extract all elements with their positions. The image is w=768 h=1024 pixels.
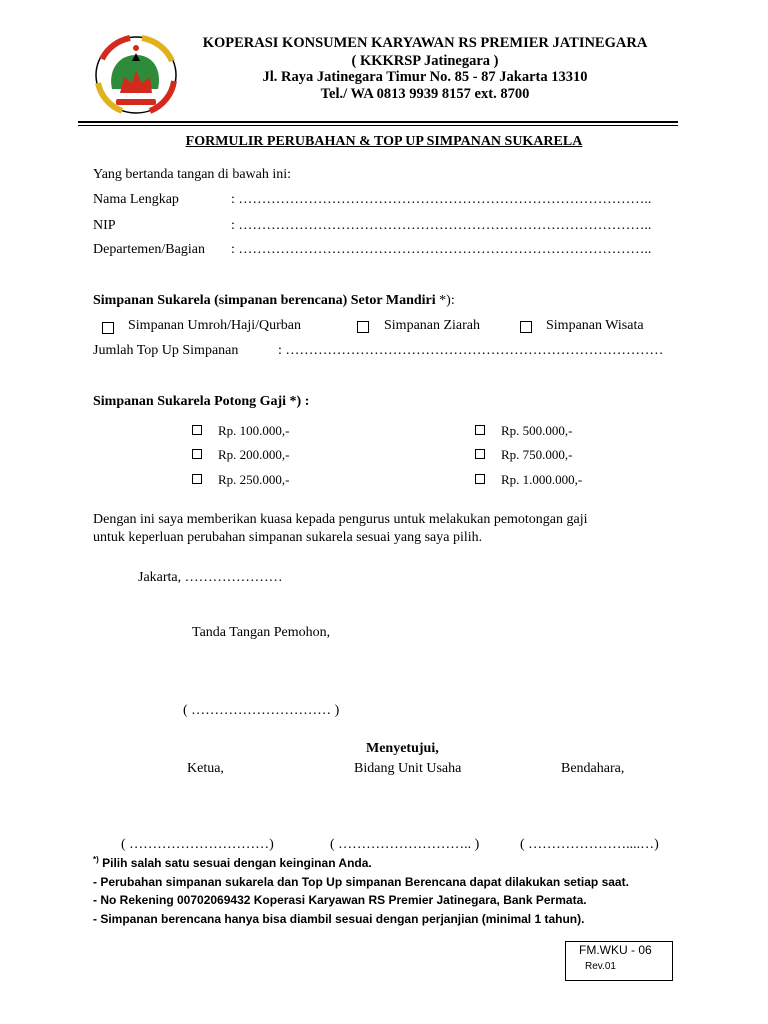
role-bendahara: Bendahara, bbox=[561, 761, 625, 776]
topup-label: Jumlah Top Up Simpanan bbox=[93, 343, 239, 358]
intro-text: Yang bertanda tangan di bawah ini: bbox=[93, 167, 292, 182]
checkbox-umroh[interactable] bbox=[102, 322, 114, 334]
org-name: KOPERASI KONSUMEN KARYAWAN RS PREMIER JATINEGARA bbox=[202, 35, 648, 51]
note-4: - Simpanan berencana hanya bisa diambil sesuai dengan perjanjian (minimal 1 tahun). bbox=[93, 912, 585, 926]
authorization-line-1: Dengan ini saya memberikan kuasa kepada pengurus untuk melakukan pemotongan gaji bbox=[93, 512, 588, 527]
checkbox-ziarah[interactable] bbox=[357, 321, 369, 333]
header-divider-thin bbox=[78, 125, 678, 126]
note-1 bbox=[93, 855, 372, 870]
signature-field-ketua[interactable]: ( …………………………) bbox=[121, 837, 274, 852]
option-1000000-label: Rp. 1.000.000,- bbox=[501, 472, 583, 487]
form-title: FORMULIR PERUBAHAN & TOP UP SIMPANAN SUKARELA bbox=[185, 134, 583, 149]
applicant-signature-label: Tanda Tangan Pemohon, bbox=[192, 625, 331, 640]
potong-gaji-heading: Simpanan Sukarela Potong Gaji *) : bbox=[93, 394, 310, 409]
role-bidang-unit-usaha: Bidang Unit Usaha bbox=[354, 761, 462, 776]
role-ketua: Ketua, bbox=[187, 761, 224, 776]
org-phone: Tel./ WA 0813 9939 8157 ext. 8700 bbox=[320, 86, 530, 102]
applicant-signature-field[interactable]: ( ………………………… ) bbox=[183, 703, 340, 718]
note-1-text: Pilih salah satu sesuai dengan keinginan Anda. bbox=[98, 856, 372, 870]
setor-mandiri-heading-text: Simpanan Sukarela (simpanan berencana) Setor Mandiri bbox=[93, 293, 440, 308]
checkbox-1000000[interactable] bbox=[475, 474, 485, 484]
note-marker: *) bbox=[93, 855, 99, 864]
org-address: Jl. Raya Jatinegara Timur No. 85 - 87 Jakarta 13310 bbox=[262, 69, 588, 85]
option-500000-label: Rp. 500.000,- bbox=[501, 423, 573, 438]
note-2: - Perubahan simpanan sukarela dan Top Up simpanan Berencana dapat dilakukan setiap saat. bbox=[93, 875, 629, 889]
setor-mandiri-heading-suffix: *): bbox=[439, 293, 455, 308]
approval-heading: Menyetujui, bbox=[366, 741, 439, 756]
option-100000-label: Rp. 100.000,- bbox=[218, 423, 290, 438]
note-3: - No Rekening 00702069432 Koperasi Karyawan RS Premier Jatinegara, Bank Permata. bbox=[93, 893, 587, 907]
field-nip[interactable]: : …………………………………………………………………………….. bbox=[231, 218, 652, 233]
option-wisata-label: Simpanan Wisata bbox=[546, 318, 644, 333]
header-divider-thick bbox=[78, 121, 678, 123]
checkbox-250000[interactable] bbox=[192, 474, 202, 484]
setor-mandiri-heading bbox=[93, 293, 455, 309]
option-250000-label: Rp. 250.000,- bbox=[218, 472, 290, 487]
checkbox-500000[interactable] bbox=[475, 425, 485, 435]
topup-amount-field[interactable]: : ……………………………………………………………………… bbox=[278, 343, 664, 358]
form-code: FM.WKU - 06 bbox=[579, 943, 652, 957]
authorization-line-2: untuk keperluan perubahan simpanan sukarela sesuai yang saya pilih. bbox=[93, 530, 483, 545]
signature-field-bendahara[interactable]: ( …………………....…) bbox=[520, 837, 659, 852]
checkbox-wisata[interactable] bbox=[520, 321, 532, 333]
checkbox-200000[interactable] bbox=[192, 449, 202, 459]
cooperative-logo-icon bbox=[90, 31, 182, 117]
place-date-field[interactable]: Jakarta, ………………… bbox=[138, 570, 283, 585]
checkbox-100000[interactable] bbox=[192, 425, 202, 435]
form-code-box bbox=[565, 941, 673, 981]
option-750000-label: Rp. 750.000,- bbox=[501, 447, 573, 462]
field-label-nip: NIP bbox=[93, 218, 116, 233]
field-label-nama: Nama Lengkap bbox=[93, 192, 179, 207]
field-label-departemen: Departemen/Bagian bbox=[93, 242, 205, 257]
field-departemen[interactable]: : …………………………………………………………………………….. bbox=[231, 242, 652, 257]
option-ziarah-label: Simpanan Ziarah bbox=[384, 318, 481, 333]
option-200000-label: Rp. 200.000,- bbox=[218, 447, 290, 462]
field-nama-lengkap[interactable]: : …………………………………………………………………………….. bbox=[231, 192, 652, 207]
checkbox-750000[interactable] bbox=[475, 449, 485, 459]
option-umroh-label: Simpanan Umroh/Haji/Qurban bbox=[128, 318, 302, 333]
form-revision: Rev.01 bbox=[585, 961, 616, 972]
org-abbrev: ( KKKRSP Jatinegara ) bbox=[351, 53, 499, 69]
signature-field-bidang-unit-usaha[interactable]: ( ……………………….. ) bbox=[330, 837, 480, 852]
